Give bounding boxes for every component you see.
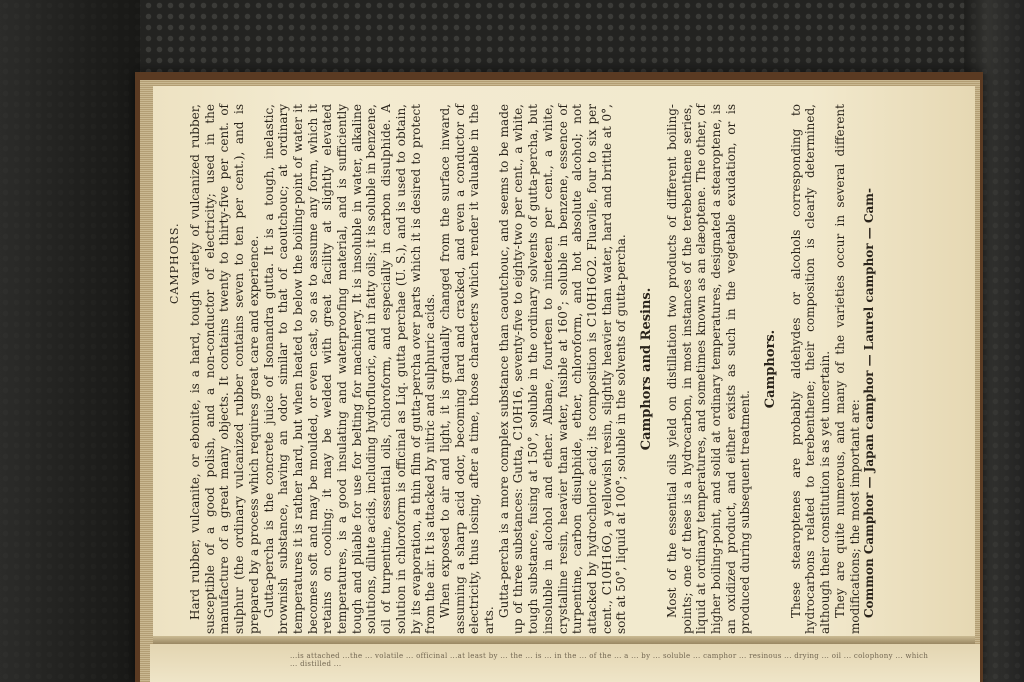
heading-camphors: Camphors.	[763, 329, 779, 409]
paragraph-common-camphor: Common Camphor — Japan camphor — Laurel camphor — Cam-	[862, 188, 877, 618]
paragraph-exposed: When exposed to air and light, it is gradually changed from the surface inward, assuming a sharp acid odor, becoming hard and cracked, and even a conductor of electricity, thus losing, after a time, those characters which render it valuable in the arts.	[437, 104, 497, 634]
background-shadow-left	[0, 0, 140, 682]
rotated-page-text	[168, 94, 968, 634]
paragraph-essential-oils: Most of the essential oils yield on distillation two products of different boiling-points; one of these is a hydrocarbon, in most instances of the terebenthene series, liquid at ordinary temperatures, and sometimes known as an elæoptene. The other, of higher boiling-point, and solid at ordinary temperatures, designated a stearoptene, is an oxidized product, and either exists as such in the vegetable exudation, or is produced during subsequent treatment.	[664, 104, 753, 634]
paragraph-numerous: They are quite numerous, and many of the varieties occur in several different modifications; the most important are:	[832, 104, 862, 634]
facing-page-text: ...is attached ...the ... volatile ... officinal ...at least by ... the ... is ... in the ... of the ... a ... by ... soluble ... camphor ... resinous ... drying ... oil ... colophony ... which ... distilled ...	[290, 652, 929, 668]
paragraph-gutta-percha: Gutta-percha is the concrete juice of Isonandra gutta. It is a tough, inelastic, brownish substance, having an odor similar to that of caoutchouc; at ordinary temperatures it is rather hard, but when heated to below the boiling-point of water it becomes soft and may be moulded, or even cast, so as to assume any form, which it retains on cooling; it may be welded with great facility at slightly elevated temperatures, is a good insulating and waterproofing material, and is sufficiently tough and pliable for use for belting for machinery. It is insoluble in water, alkaline solutions, dilute acids, including hydrofluoric, and in fatty oils; it is soluble in benzene, oil of turpentine, essential oils, chloroform, and especially in carbon disulphide. A solution in chloroform is officinal as Liq. gutta perchae (U. S.), and is used to obtain, by its evaporation, a thin film of gutta-percha over parts which it is desired to protect from the air. It is attacked by nitric and sulphuric acids.	[261, 104, 438, 634]
paragraph-stearoptenes: These stearoptenes are probably aldehydes or alcohols corresponding to hydrocarbons related to terebenthene; their composition is clearly determined, although their constitution is as yet uncertain.	[788, 104, 833, 634]
running-title: CAMPHORS.	[168, 222, 181, 304]
page-body	[188, 94, 877, 634]
paragraph-complex-substance: Gutta-percha is a more complex substance than caoutchouc, and seems to be made up of three substances: Gutta, C10H16, seventy-five to eighty-two per cent., a white, tough substance, fusing at 150°, soluble in the ordinary solvents of gutta-percha, but insoluble in alcohol and ether. Albane, fourteen to nineteen per cent., a white, crystalline resin, heavier than water, fusible at 160°; soluble in benzene, essence of turpentine, carbon disulphide, ether, chloroform, and hot absolute alcohol; not attacked by hydrochloric acid; its composition is C10H16O2. Fluavile, four to six per cent., C10H16O, a yellowish resin, slightly heavier than water, hard and brittle at 0°, soft at 50°, liquid at 100°; soluble in the solvents of gutta-percha.	[496, 104, 629, 634]
paragraph-hard-rubber: Hard rubber, vulcanite, or ebonite, is a hard, tough variety of vulcanized rubber, susceptible of a good polish, and a non-conductor of electricity; used in the manufacture of a great many objects. It contains twenty to thirty-five per cent. of sulphur (the ordinary vulcanized rubber contains seven to ten per cent.), and is prepared by a process which requires great care and experience.	[188, 104, 261, 634]
heading-camphors-resins: Camphors and Resins.	[639, 287, 655, 451]
